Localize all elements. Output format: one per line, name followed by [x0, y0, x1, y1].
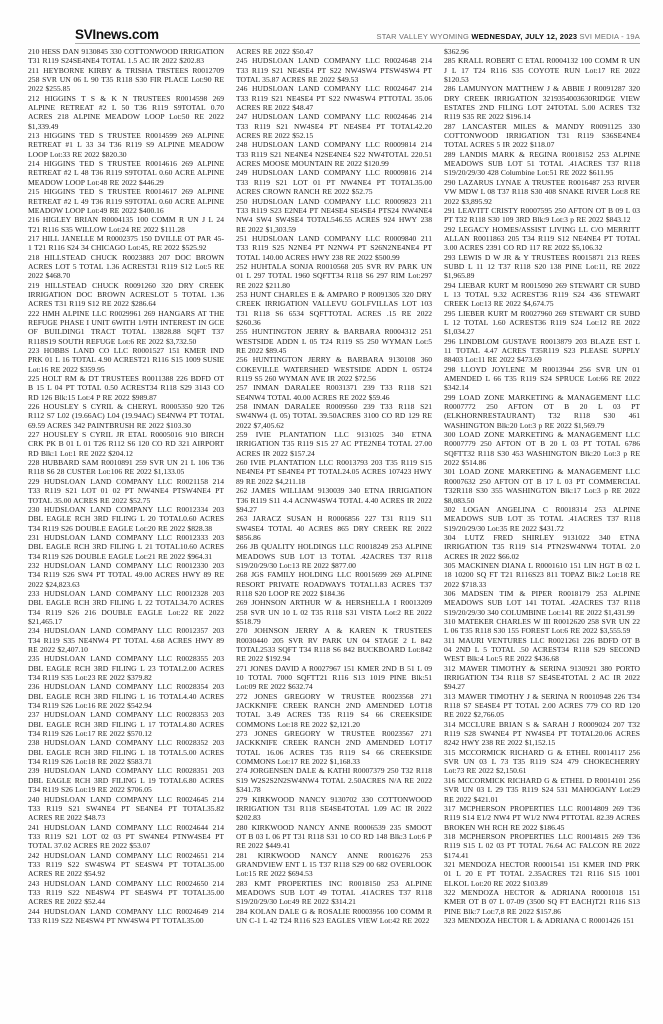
notice-entry: 291 LEAVITT CRISTY R0007595 250 AFTON OT B 09 L 03 PT T32 R118 S30 109 3RD Blk:9 Lot:3 p RE 2022 $843.12 [444, 205, 640, 225]
notice-entry: 214 HIGGINS TED S TRUSTEE R0014616 269 ALPINE RETREAT #2 L 48 T36 R119 S9TOTAL 0.60 ACRE ALPINE MEADOW LOOP Lot:48 RE 2022 $446.29 [28, 159, 224, 187]
notice-entry: 266 JB QUALITY HOLDINGS LLC R0018249 253 ALPINE MEADOWS SUB LOT 13 TOTAL .42ACRES T37 R118 S19/20/29/30 Lot:13 RE 2022 $877.00 [236, 542, 432, 570]
notice-entry: 255 HUNTINGTON JERRY & BARBARA R0004312 251 WESTSIDE ADDN L 05 T24 R119 S5 250 WYMAN Lot:5 RE 2022 $89.45 [236, 327, 432, 355]
notice-entry: 289 LANDIS MARK & REGINA R0018152 253 ALPINE MEADOWS SUB LOT 51 TOTAL .41ACRES T37 R118 S19/20/29/30 428 Columbine Lot:51 RE 2022 $611.95 [444, 149, 640, 178]
notice-entry: 285 KRALL ROBERT C ETAL R0004132 100 COMM R UN J L 17 T24 R116 S35 COYOTE RUN Lot:17 RE 2022 $120.53 [444, 56, 640, 85]
notice-entry: 274 JORGENSEN DALE & KATHI R0007379 250 T32 R118 S19 W2S2S2N2SW4NW4 TOTAL 2.50ACRES N/A RE 2022 $341.78 [236, 766, 432, 795]
notice-entry: 271 JONES DAVID A R0027967 151 KMER 2ND B 51 L 09 10 TOTAL 7000 SQFTT21 R116 S13 1019 PINE Blk:51 Lot:09 RE 2022 $632.74 [236, 663, 432, 692]
masthead: SVInews.com [75, 27, 159, 42]
dateline-date: WEDNESDAY, JULY 12, 2023 [471, 32, 578, 41]
notice-entry: 257 INMAN DARALEE R0031371 239 T33 R118 S21 SE4NW4 TOTAL 40.00 ACRES RE 2022 $59.46 [236, 383, 432, 402]
notice-entry: 313 MAWER TIMOTHY J & SERINA N R0010948 226 T34 R118 S7 SE4SE4 PT TOTAL 2.00 ACRES 779 CO RD 120 RE 2022 $2,766.05 [444, 691, 640, 720]
notice-entry: 240 HUDSLOAN LAND COMPANY LLC R0024645 214 T33 R119 S21 SW4NE4 PT SE4NE4 PT TOTAL35.82 ACRES RE 2022 $48.73 [28, 794, 224, 823]
dateline [377, 32, 641, 42]
notice-entry: $362.96 [444, 47, 469, 56]
notice-entry: 316 MCCORMICK RICHARD G & ETHEL D R0014101 256 SVR UN 03 L 29 T35 R119 S24 531 MAHOGANY Lot:29 RE 2022 $421.01 [444, 775, 640, 804]
notice-entry: 280 KIRKWOOD NANCY ANNE R0006539 235 SMOOT OT B 03 L 06 PT T31 R118 S31 10 CO RD 148 Blk:3 Lot:6 P RE 2022 $449.41 [236, 822, 432, 851]
notice-entry: 227 HOUSLEY S CYRIL JR ETAL R0005016 910 BIRCH CRK PK B 01 L 01 T26 R112 S6 120 CO RD 321 AIRPORT RD Blk:1 Lot:1 RE 2022 $204.12 [28, 430, 224, 458]
notice-entry: 272 JONES GREGORY W TRUSTEE R0023568 271 JACKKNIFE CREEK RANCH 2ND AMENDED LOT18 TOTAL 3.49 ACRES T35 R119 S4 66 CREEKSIDE COMMONS Lot:18 RE 2022 $2,121.20 [236, 691, 432, 729]
notice-entry: 233 HUDSLOAN LAND COMPANY LLC R0012328 203 DBL EAGLE RCH 3RD FILING L 22 TOTAL34.70 ACRES T34 R119 S26 216 DOUBLE EAGLE Lot:22 RE 2022 $21,465.17 [28, 588, 224, 626]
notice-entry: 244 HUDSLOAN LAND COMPANY LLC R0024649 214 T33 R119 S22 NE4SW4 PT NW4SW4 PT TOTAL35.00 [28, 906, 224, 925]
notice-entry: 250 HUDSLOAN LAND COMPANY LLC R0009823 211 T33 R119 S23 E2NE4 PT NE4SE4 SE4SE4 PTS24 NW4NE4 NW4 SW4 SW4SE4 TOTAL546.55 ACRES 924 HWY 238 RE 2022 $1,303.59 [236, 196, 432, 234]
notice-entry: 234 HUDSLOAN LAND COMPANY LLC R0012357 203 T34 R119 S35 NE4NW4 PT TOTAL 4.68 ACRES HWY 89 RE 2022 $2,407.10 [28, 626, 224, 654]
notice-entry: 306 MADSEN TIM & PIPER R0018179 253 ALPINE MEADOWS SUB LOT 141 TOTAL .42ACRES T37 R118 S19/20/29/30 340 COLUMBINE Lot:141 RE 2022 $1,431.99 [444, 588, 640, 617]
notice-entry: 323 MENDOZA HECTOR L & ADRIANA C R0001426 151 [444, 915, 635, 925]
notice-entry: ACRES RE 2022 $50.47 [236, 47, 314, 56]
notice-entry: 270 JOHNSON JERRY A & KAREN K TRUSTEES R0030440 205 SVR RV PARK UN 04 STAGE 2 L 842 TOTAL2533 SQFT T34 R118 S6 842 BUCKBOARD Lot:842 RE 2022 $192.94 [236, 626, 432, 664]
notice-entry: 269 JOHNSON ARTHUR W & HERSHELLA I R0013209 258 SVR UN 10 L 02 T35 R118 S31 VISTA Lot:2 RE 2022 $518.79 [236, 598, 432, 626]
notice-entry: 248 HUDSLOAN LAND COMPANY LLC R0009814 214 T33 R119 S21 NE4NE4 N2SE4NE4 S22 NW4TOTAL 220.51 ACRES MOOSE MOUNTAIN RE 2022 $120.99 [236, 140, 432, 169]
notice-entry: 301 LOAD ZONE MARKETING & MANAGEMENT LLC R0007632 250 AFTON OT B 17 L 03 PT COMMERCIAL T32R118 S30 355 WASHINGTON Blk:17 Lot:3 p RE 2022 $8,083.50 [444, 467, 640, 505]
notice-entry: 228 HUBBARD SAM R0010891 259 SVR UN 21 L 106 T36 R118 S6 28 CUSTER Lot:106 RE 2022 $1,133.05 [28, 458, 224, 477]
notice-entry: 293 LEWIS D W JR & Y TRUSTEES R0015871 213 REES SUBD L 11 12 T37 R118 S20 138 PINE Lot:11, RE 2022 $1,965.89 [444, 252, 640, 281]
notice-entry: 243 HUDSLOAN LAND COMPANY LLC R0024650 214 T33 R119 S22 NE4SW4 PT SE4SW4 PT TOTAL35.00 ACRES RE 2022 $52.44 [28, 878, 224, 907]
notice-entry: 262 JAMES WILLIAM 9130039 340 ETNA IRRIGATION T36 R119 S11 4.4 ACNW4SW4 TOTAL 4.40 ACRES IR 2022 $94.27 [236, 486, 432, 514]
notice-entry: 256 HUNTINGTON JERRY & BARBARA 9130108 360 COKEVILLE WATERSHED WESTSIDE ADDN L 05T24 R119 S5 260 WYMAN AVE IR 2022 $72.56 [236, 355, 432, 384]
notice-entry: 279 KIRKWOOD NANCY 9130702 330 COTTONWOOD IRRIGATION T31 R118 SE4SE4TOTAL 1.09 AC IR 2022 $202.83 [236, 794, 432, 823]
notice-entry: 239 HUDSLOAN LAND COMPANY LLC R0028351 203 DBL EAGLE RCH 3RD FILING L 19 TOTAL6.80 ACRES T34 R119 S26 Lot:19 RE 2022 $706.05 [28, 766, 224, 795]
notice-entry: 237 HUDSLOAN LAND COMPANY LLC R0028353 203 DBL EAGLE RCH 3RD FILING L 17 TOTAL4.80 ACRES T34 R119 S26 Lot:17 RE 2022 $570.12 [28, 710, 224, 739]
header-rule [75, 43, 640, 44]
notice-entry: 304 LUTZ FRED SHIRLEY 9131022 340 ETNA IRRIGATION T35 R119 S14 PTN2SW4NW4 TOTAL 2.0 ACRES IR 2022 $66.02 [444, 532, 640, 561]
notice-entry: 268 JGS FAMILY HOLDING LLC R0015699 269 ALPINE RESORT PRIVATE ROADWAYS TOTAL1.83 ACRES T37 R118 S20 LOOP RE 2022 $184.36 [236, 570, 432, 598]
notice-entry: 218 HILLSTEAD CHUCK R0023883 207 DOC BROWN ACRES LOT 5 TOTAL 1.36 ACREST31 R119 S12 Lot:5 RE 2022 $468.70 [28, 252, 224, 281]
notice-entry: 294 LIEBAR KURT M R0015090 269 STEWART CR SUBD L 13 TOTAL 9.32 ACREST36 R119 S24 436 STEWART CREEK Lot:13 RE 2022 $4,674.75 [444, 280, 640, 309]
notice-entry: 211 HEYBORNE KIRBY & TRISHA TRSTEES R0012709 258 SVR UN 06 L 90 T35 R118 S30 FIR PLACE Lot:90 RE 2022 $255.85 [28, 65, 224, 94]
notice-entry: 302 LOGAN ANGELINA C R0018314 253 ALPINE MEADOWS SUB LOT 35 TOTAL .41ACRES T37 R118 S19/20/29/30 Lot:35 RE 2022 $431.72 [444, 504, 640, 533]
notice-entry: 300 LOAD ZONE MARKETING & MANAGEMENT LLC R0007779 250 AFTON OT B 20 L 03 PT TOTAL 6786 SQFTT32 R118 S30 453 WASHINGTON Blk:20 Lot:3 p RE 2022 $514.86 [444, 430, 640, 468]
page-header [75, 24, 640, 42]
notice-entry: 232 HUDSLOAN LAND COMPANY LLC R0012330 203 T34 R119 S26 SW4 PT TOTAL 49.00 ACRES HWY 89 RE 2022 $24,823.63 [28, 560, 224, 589]
notice-entry: 281 KIRKWOOD NANCY ANNE R0016276 253 GRANDVIEW ENT L 15 T37 R118 S29 00 682 OVERLOOK Lot:15 RE 2022 $694.53 [236, 850, 432, 879]
notice-entry: 253 HUNT CHARLES E & AMPARO P R0091305 320 DRY CREEK IRRIGATION VALLEVU GOLFVILLAS LOT 103 T31 R118 S6 6534 SQFTTOTAL ACRES .15 RE 2022 $260.36 [236, 289, 432, 327]
notice-entry: 263 JARACZ SUSAN H R0006856 227 T31 R119 S11 SW4SE4 TOTAL 40 ACRES 865 DRY CREEK RE 2022 $856.86 [236, 514, 432, 542]
notice-entry: 212 HIGGINS T S & K N TRUSTEES R0014598 269 ALPINE RETREAT #2 L 50 T36 R119 S9TOTAL 0.70 ACRES 218 ALPINE MEADOW LOOP Lot:50 RE 2022 $1,339.49 [28, 93, 224, 131]
notice-entry: 318 MCPHERSON PROPERTIES LLC R0014815 269 T36 R119 S15 L 02 03 PT TOTAL 76.64 AC FALCON RE 2022 $174.41 [444, 831, 640, 860]
notice-entry: 290 LAZARUS LYNAE A TRUSTEE R0016487 253 RIVER VW MDW L 08 T37 R118 S30 408 SNAKE RIVER Lot:8 RE 2022 $3,895.92 [444, 177, 640, 206]
notice-entry: 229 HUDSLOAN LAND COMPANY LLC R0021158 214 T33 R119 S21 LOT 01 02 PT NW4NE4 PTSW4NE4 PT TOTAL 35.00 ACRES RE 2022 $52.75 [28, 476, 224, 505]
notice-entry: 247 HUDSLOAN LAND COMPANY LLC R0024646 214 T33 R119 S21 NW4SE4 PT NE4SE4 PT TOTAL42.20 ACRES RE 2022 $52.15 [236, 112, 432, 141]
notice-entry: 226 HOUSLEY S CYRIL & CHERYL R0005350 920 T26 R112 S7 L02 (19.66AC) L04 (19.94AC) SE4NW4 PT TOTAL 69.59 ACRES 342 PAINTBRUSH RE 2022 $103.30 [28, 402, 224, 430]
notices-column-1 [28, 47, 224, 992]
notice-entry: 252 HUHTALA SONJA R0010568 205 SVR RV PARK UN 01 L 297 TOTAL 1960 SQFTT34 R118 S6 297 RIM Lot:297 RE 2022 $211.80 [236, 261, 432, 290]
notice-entry: 286 LAMUNYON MATTHEW J & ABBIE J R0091287 320 DRY CREEK IRRIGATION 3219354003630RIDGE VIEW ESTATES 2ND FILING LOT 24TOTAL 5.00 ACRES T32 R119 S35 RE 2022 $196.14 [444, 84, 640, 122]
notices-column-3 [444, 47, 640, 992]
notice-entry: 230 HUDSLOAN LAND COMPANY LLC R0012334 203 DBL EAGLE RCH 3RD FILING L 20 TOTAL0.60 ACRES T34 R119 S26 DOUBLE EAGLE Lot:20 RE 2022 $828.38 [28, 504, 224, 533]
notices-column-2 [236, 47, 432, 992]
notice-entry: 238 HUDSLOAN LAND COMPANY LLC R0028352 203 DBL EAGLE RCH 3RD FILING L 18 TOTAL5.00 ACRES T34 R119 S26 Lot:18 RE 2022 $583.71 [28, 738, 224, 767]
notice-entry: 260 IVIE PLANTATION LLC R0013793 203 T35 R119 S15 NE4NE4 PT SE4NE4 PT TOTAL24.05 ACRES 107423 HWY 89 RE 2022 $4,211.18 [236, 458, 432, 486]
notice-entry: 236 HUDSLOAN LAND COMPANY LLC R0028354 203 DBL EAGLE RCH 3RD FILING L 16 TOTAL4.40 ACRES T34 R119 S26 Lot:16 RE 2022 $542.94 [28, 682, 224, 711]
notice-entry: 210 HESS DAN 9130845 330 COTTONWOOD IRRIGATION T31 R119 S24SE4NE4 TOTAL 1.5 AC IR 2022 $202.83 [28, 47, 224, 66]
notice-entry: 321 MENDOZA HECTOR R0001541 151 KMER IND PRK 01 L 20 E PT TOTAL 2.35ACRES T21 R116 S15 1001 ELKOL Lot:20 RE 2022 $103.89 [444, 859, 640, 888]
notice-entry: 223 HOBBS LAND CO LLC R0001527 151 KMER IND PRK 01 L 16 TOTAL 4.90 ACREST21 R116 S15 1009 SUSIE Lot:16 RE 2022 $359.95 [28, 346, 224, 374]
dateline-edition: SVI MEDIA - 19A [577, 32, 640, 41]
notice-entry: 242 HUDSLOAN LAND COMPANY LLC R0024651 214 T33 R119 S22 SW4SW4 PT SE4SW4 PT TOTAL35.00 ACRES RE 2022 $54.92 [28, 850, 224, 879]
notice-entry: 317 MCPHERSON PROPERTIES LLC R0014809 269 T36 R119 S14 E1/2 NW4 PT W1/2 NW4 PTTOTAL 82.39 ACRES BROKEN WH RCH RE 2022 $186.45 [444, 803, 640, 832]
notice-entry: 273 JONES GREGORY W TRUSTEE R0023567 271 JACKKNIFE CREEK RANCH 2ND AMENDED LOT17 TOTAL 16.06 ACRES T35 R119 S4 66 CREEKSIDE COMMONS Lot:17 RE 2022 $1,168.33 [236, 729, 432, 767]
notice-entry: 219 HILLSTEAD CHUCK R0091260 320 DRY CREEK IRRIGATION DOC BROWN ACRESLOT 5 TOTAL 1.36 ACRES T31 R119 S12 RE 2022 $286.64 [28, 280, 224, 309]
notice-entry: 222 HMH ALPINE LLC R0029961 269 HANGARS AT THE REFUGE PHASE I UNIT 6WITH 1/9TH INTEREST IN GCE OF BUILDING1 TRACT TOTAL 13828.88 SQFT T37 R118S19 SOUTH REFUGE Lot:6 RE 2022 $3,732.50 [28, 308, 224, 346]
notice-entry: 213 HIGGINS TED S TRUSTEE R0014599 269 ALPINE RETREAT #1 L 33 34 T36 R119 S9 ALPINE MEADOW LOOP Lot:33 RE 2022 $820.30 [28, 131, 224, 159]
notice-entry: 322 MENDOZA HECTOR & ADRIANA R0001018 151 KMER OT B 07 L 07-09 (3500 SQ FT EACH)T21 R116 S13 PINE Blk:7 Lot:7,8 RE 2022 $157.86 [444, 887, 640, 916]
notice-entry: 283 KMT PROPERTIES INC R0018150 253 ALPINE MEADOWS SUB LOT 49 TOTAL .41ACRES T37 R118 S19/20/29/30 Lot:49 RE 2022 $314.21 [236, 878, 432, 907]
notice-entry: 298 LLOYD JOYLENE M R0013944 256 SVR UN 01 AMENDED L 66 T35 R119 S24 SPRUCE Lot:66 RE 2022 $342.14 [444, 364, 640, 393]
notice-entry: 235 HUDSLOAN LAND COMPANY LLC R0028355 203 DBL EAGLE RCH 3RD FILING L 23 TOTAL2.00 ACRES T34 R119 S35 Lot:23 RE 2022 $379.82 [28, 654, 224, 683]
notice-entry: 311 MAURI VENTURES LLC R0021261 226 BDFD OT B 04 2ND L 5 TOTAL .50 ACREST34 R118 S29 SECOND WEST Blk:4 Lot:5 RE 2022 $436.68 [444, 635, 640, 664]
notice-entry: 241 HUDSLOAN LAND COMPANY LLC R0024644 214 T33 R119 S21 LOT 02 03 PT SW4NE4 PTNW4SE4 PT TOTAL 37.02 ACRES RE 2022 $53.07 [28, 822, 224, 851]
notice-entry: 259 IVIE PLANTATION LLC 9131025 340 ETNA IRRIGATION T35 R119 S15 27 AC PTE2NE4 TOTAL 27.00 ACRES IR 2022 $157.24 [236, 430, 432, 458]
legal-notices-body [28, 47, 640, 992]
notice-entry: 217 HILL JANELLE M R0002375 150 DVILLE OT PAR 45-1 T21 R116 S24 34 CHICAGO Lot:45, RE 2022 $525.92 [28, 233, 224, 253]
notice-entry: 284 KOLAN DALE G & ROSALIE R0003956 100 COMM R UN C-1 L 42 T24 R116 S23 EAGLES VIEW Lot:42 RE 2022 [236, 906, 432, 925]
notice-entry: 215 HIGGINS TED S TRUSTEE R0014617 269 ALPINE RETREAT #2 L 49 T36 R119 S9TOTAL 0.60 ACRE ALPINE MEADOW LOOP Lot:49 RE 2022 $400.16 [28, 187, 224, 215]
notice-entry: 251 HUDSLOAN LAND COMPANY LLC R0009840 211 T33 R119 S25 N2NE4 PT N2NW4 PT S26N2NE4NE4 PT TOTAL 140.00 ACRES HWY 238 RE 2022 $500.99 [236, 233, 432, 262]
notice-entry: 305 MACKINEN DIANA L R0001610 151 LIN HGT B 02 L 18 10200 SQ FT T21 R116S23 811 TOPAZ Blk:2 Lot:18 RE 2022 $718.33 [444, 560, 640, 589]
notice-entry: 249 HUDSLOAN LAND COMPANY LLC R0009816 214 T33 R119 S21 LOT 01 PT NW4NE4 PT TOTAL35.00 ACRES CROWN RANCH RE 2022 $52.75 [236, 168, 432, 197]
notice-entry: 231 HUDSLOAN LAND COMPANY LLC R0012333 203 DBL EAGLE RCH 3RD FILING L 21 TOTAL10.60 ACRES T34 R119 S26 DOUBLE EAGLE Lot:21 RE 2022 $964.31 [28, 532, 224, 561]
notice-entry: 314 MCCLURE BRIAN S & SARAH J R0009024 207 T32 R119 S28 SW4NE4 PT NW4SE4 PT TOTAL20.06 ACRES 8242 HWY 238 RE 2022 $1,152.15 [444, 719, 640, 748]
notice-entry: 310 MATEKER CHARLES W III R0012620 258 SVR UN 22 L 06 T35 R118 S30 155 FOREST Lot:6 RE 2022 $3,555.59 [444, 616, 640, 636]
dateline-location: STAR VALLEY WYOMING [376, 32, 472, 41]
notice-entry: 258 INMAN DARALEE R0009560 239 T33 R118 S21 SW4NW4 (L 05) TOTAL 39.50ACRES 3100 CO RD 129 RE 2022 $7,405.62 [236, 402, 432, 430]
notice-entry: 295 LIEBER KURT M R0027960 269 STEWART CR SUBD L 12 TOTAL 1.60 ACREST36 R119 S24 Lot:12 RE 2022 $1,034.27 [444, 308, 640, 337]
notice-entry: 296 LINDBLOM GUSTAVE R0013879 203 BLAZE EST L 11 TOTAL 4.47 ACRES T35R119 S23 PLEASE SUPPLY 88403 Lot:11 RE 2022 $473.69 [444, 336, 640, 365]
notice-entry: 287 LANCASTER MILES & MANDY R0091125 330 COTTONWOOD IRRIGATION T31 R119 S36SE4NE4 TOTAL ACRES 5 IR 2022 $118.07 [444, 121, 640, 150]
notice-entry: 315 MCCORMICK RICHARD G & ETHEL R0014117 256 SVR UN 03 L 73 T35 R119 S24 479 CHOKECHERRY Lot:73 RE 2022 $2,150.61 [444, 747, 640, 776]
notice-entry: 299 LOAD ZONE MARKETING & MANAGEMENT LLC R0007772 250 AFTON OT B 20 L 03 PT (ELKHORNRESTAURANT) T32 R118 S30 461 WASHINGTON Blk:20 Lot:3 p RE 2022 $1,569.79 [444, 392, 640, 430]
notice-entry: 312 MAWER TIMOTHY & SERINA 9130921 380 PORTO IRRIGATION T34 R118 S7 SE4SE4TOTAL 2 AC IR 2022 $94.27 [444, 663, 640, 692]
notice-entry: 225 HOLT RM & DT TRUSTEES R0011388 226 BDFD OT B 15 L 04 PT TOTAL 0.50 ACREST34 R118 S29 3143 CO RD 126 Blk:15 Lot:4 P RE 2022 $989.87 [28, 374, 224, 402]
notice-entry: 292 LEGACY HOMES/ASSIST LIVING LL C/O MERRITT ALLAN R0011863 205 T34 R119 S12 NE4NE4 PT TOTAL 3.00 ACRES 2391 CO RD 117 RE 2022 $5,106.32 [444, 224, 640, 253]
notice-entry: 216 HIGLEY BRIAN R0004135 100 COMM R UN J L 24 T21 R116 S35 WILLOW Lot:24 RE 2022 $111.28 [28, 215, 224, 234]
notice-entry: 245 HUDSLOAN LAND COMPANY LLC R0024648 214 T33 R119 S21 NE4SE4 PT S22 NW4SW4 PTSW4SW4 PT TOTAL 35.87 ACRES RE 2022 $49.53 [236, 56, 432, 85]
notice-entry: 246 HUDSLOAN LAND COMPANY LLC R0024647 214 T33 R119 S21 NE4SE4 PT S22 NW4SW4 PTTOTAL 35.06 ACRES RE 2022 $48.47 [236, 84, 432, 113]
